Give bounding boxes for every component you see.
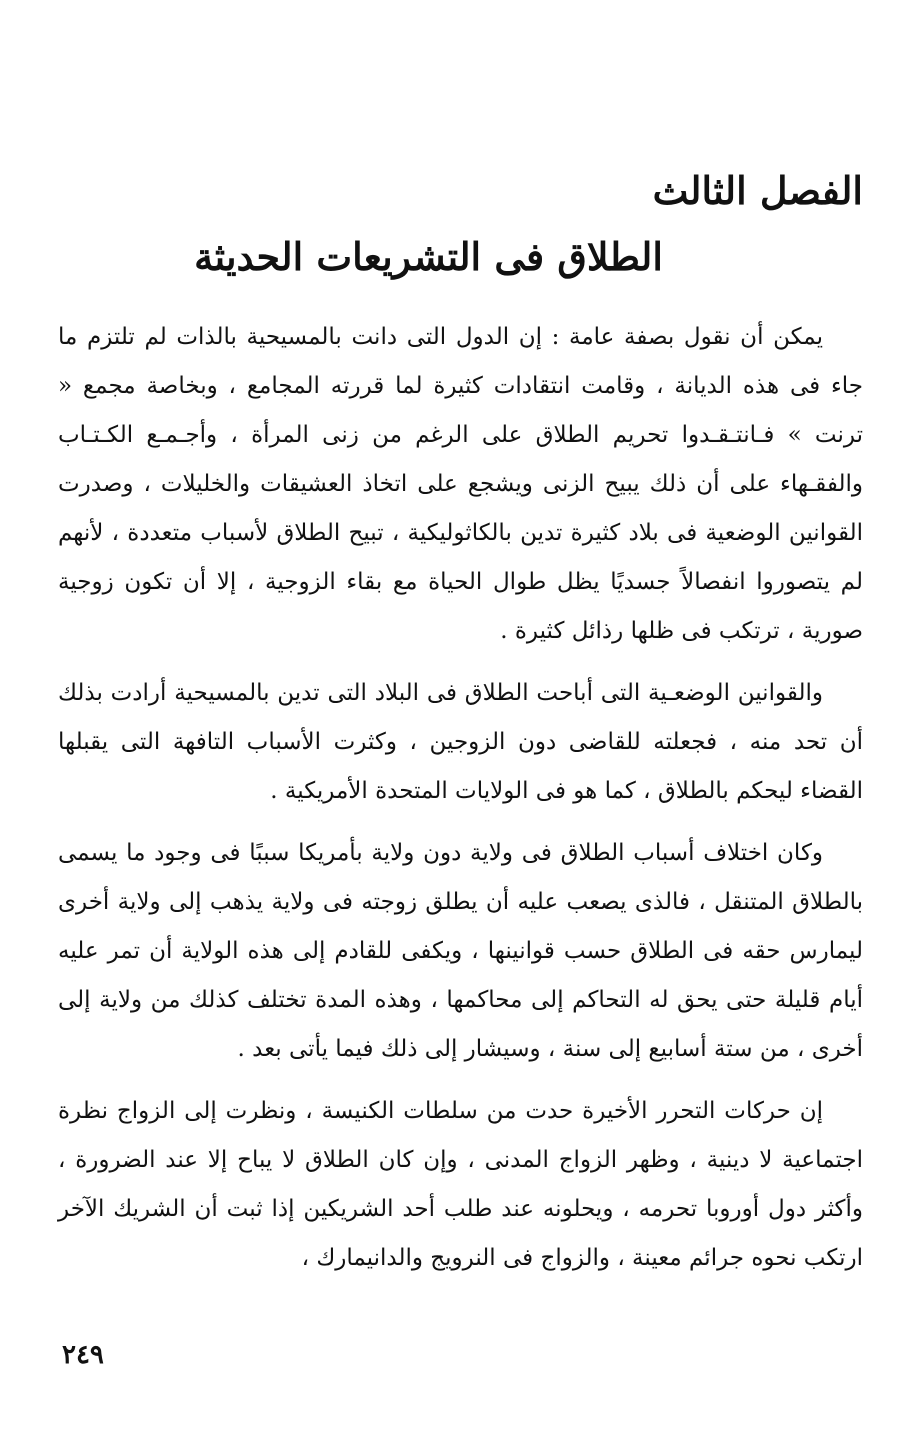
paragraph-3: وكان اختلاف أسباب الطلاق فى ولاية دون ولاية بأمريكا سببًا فى وجود ما يسمى بالطلاق المتنقل ، فالذى يصعب عليه أن يطلق زوجته فى ولاية يذهب إلى ولاية أخرى ليمارس حقه فى الطلاق حسب قوانينها ، ويكفى للقادم إلى هذه الولاية أن تمر عليه أيام قليلة حتى يحق له التحاكم إلى محاكمها ، وهذه المدة تختلف كذلك من ولاية إلى أخرى ، من ستة أسابيع إلى سنة ، وسيشار إلى ذلك فيما يأتى بعد . xyxy=(58,840,863,1062)
paragraph-4: إن حركات التحرر الأخيرة حدت من سلطات الكنيسة ، ونظرت إلى الزواج نظرة اجتماعية لا دينية ، وظهر الزواج المدنى ، وإن كان الطلاق لا يباح إلا عند الضرورة ، وأكثر دول أوروبا تحرمه ، ويحلونه عند طلب أحد الشريكين إذا ثبت أن الشريك الآخر ارتكب نحوه جرائم معينة ، والزواج فى النرويج والدانيمارك ، xyxy=(58,1098,863,1271)
paragraph-1: يمكن أن نقول بصفة عامة : إن الدول التى دانت بالمسيحية بالذات لم تلتزم ما جاء فى هذه الديانة ، وقامت انتقادات كثيرة لما قررته المجامع ، وبخاصة مجمع « ترنت » فـانتـقـدوا تحريم الطلاق على الرغم من زنى المرأة ، وأجـمـع الكـتـاب والفقـهاء على أن ذلك يبيح الزنى ويشجع على اتخاذ العشيقات والخليلات ، وصدرت القوانين الوضعية فى بلاد كثيرة تدين بالكاثوليكية ، تبيح الطلاق لأسباب متعددة ، لأنهم لم يتصوروا انفصالاً جسديًا يظل طوال الحياة مع بقاء الزوجية ، إلا أن تكون زوجية صورية ، ترتكب فى ظلها رذائل كثيرة . xyxy=(58,324,863,644)
chapter-title: الطلاق فى التشريعات الحديثة xyxy=(194,234,663,279)
chapter-label: الفصل الثالث xyxy=(652,168,863,213)
page-number: ٢٤٩ xyxy=(62,1340,104,1370)
body-text xyxy=(58,313,863,1283)
paragraph-2: والقوانين الوضعـية التى أباحت الطلاق فى البلاد التى تدين بالمسيحية أرادت بذلك أن تحد منه ، فجعلته للقاضى دون الزوجين ، وكثرت الأسباب التافهة التى يقبلها القضاء ليحكم بالطلاق ، كما هو فى الولايات المتحدة الأمريكية . xyxy=(58,680,863,804)
